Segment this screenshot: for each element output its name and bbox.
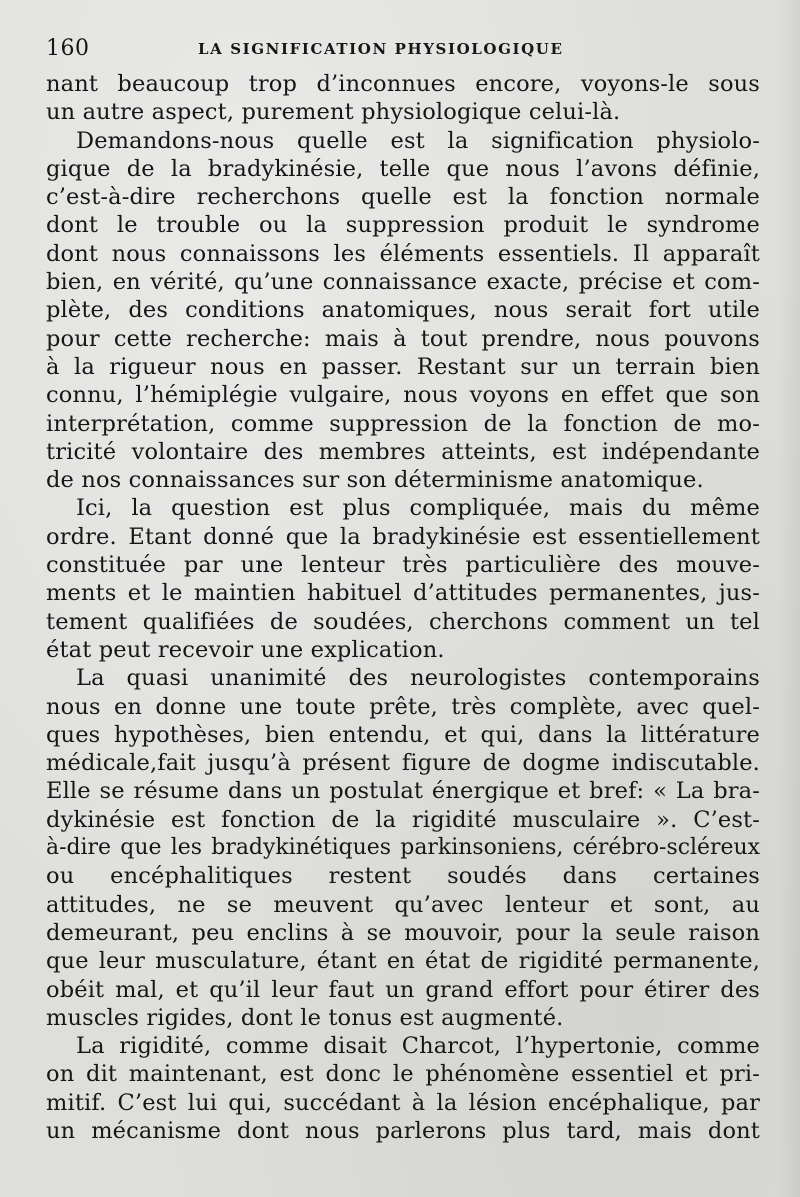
text-line: interprétation, comme suppression de la fonction de mo-: [46, 410, 760, 437]
text-line: Demandons-nous quelle est la signification physiolo-: [76, 127, 760, 154]
text-line: bien, en vérité, qu’une connaissance exacte, précise et com-: [46, 269, 760, 296]
text-line: muscles rigides, dont le tonus est augmenté.: [46, 1004, 564, 1031]
text-line: nous en donne une toute prête, très complète, avec quel-: [46, 693, 760, 720]
text-line: demeurant, peu enclins à se mouvoir, pour la seule raison: [46, 919, 760, 946]
text-line: Elle se résume dans un postulat énergique et bref: « La bra-: [46, 778, 760, 805]
text-line: nant beaucoup trop d’inconnues encore, voyons-le sous: [46, 71, 760, 97]
page-number: 160: [46, 36, 90, 61]
text-line: que leur musculature, étant en état de rigidité permanente,: [46, 948, 760, 975]
text-line: constituée par une lenteur très particulière des mouve-: [46, 552, 760, 579]
text-line: dont nous connaissons les éléments essentiels. Il apparaît: [46, 240, 760, 267]
text-line: on dit maintenant, est donc le phénomène essentiel et pri-: [46, 1061, 760, 1088]
text-line: gique de la bradykinésie, telle que nous l’avons définie,: [46, 155, 760, 182]
text-line: ments et le maintien habituel d’attitudes permanentes, jus-: [46, 580, 760, 607]
text-line: tricité volontaire des membres atteints, est indépendante: [46, 438, 760, 465]
text-line: de nos connaissances sur son déterminisme anatomique.: [46, 467, 704, 494]
text-line: plète, des conditions anatomiques, nous serait fort utile: [46, 297, 760, 324]
text-line: c’est-à-dire recherchons quelle est la fonction normale: [46, 184, 760, 211]
text-line: à la rigueur nous en passer. Restant sur un terrain bien: [46, 353, 760, 380]
text-line: La quasi unanimité des neurologistes contemporains: [76, 665, 760, 692]
text-line: dykinésie est fonction de la rigidité musculaire ». C’est-: [46, 806, 760, 833]
text-line: médicale,fait jusqu’à présent figure de dogme indiscutable.: [46, 750, 760, 777]
body-text: [46, 70, 760, 1145]
running-head: LA SIGNIFICATION PHYSIOLOGIQUE: [198, 40, 564, 58]
text-line: dont le trouble ou la suppression produit le syndrome: [46, 212, 760, 239]
text-line: pour cette recherche: mais à tout prendre, nous pouvons: [46, 325, 760, 352]
text-line: ques hypothèses, bien entendu, et qui, dans la littérature: [46, 721, 760, 748]
text-line: tement qualifiées de soudées, cherchons comment un tel: [46, 608, 760, 635]
page-header: [46, 36, 758, 66]
text-line: état peut recevoir une explication.: [46, 636, 445, 663]
text-line: un autre aspect, purement physiologique celui-là.: [46, 99, 621, 126]
page-edge-shadow: [778, 0, 800, 1197]
text-line: obéit mal, et qu’il leur faut un grand effort pour étirer des: [46, 976, 760, 1003]
text-line: mitif. C’est lui qui, succédant à la lésion encéphalique, par: [46, 1089, 760, 1116]
text-line: un mécanisme dont nous parlerons plus tard, mais dont: [46, 1117, 760, 1144]
text-line: à-dire que les bradykinétiques parkinsoniens, cérébro-scléreux: [46, 835, 760, 861]
text-line: ou encéphalitiques restent soudés dans certaines: [46, 863, 760, 890]
text-line: Ici, la question est plus compliquée, mais du même: [76, 495, 760, 522]
text-line: La rigidité, comme disait Charcot, l’hypertonie, comme: [76, 1033, 760, 1060]
text-line: attitudes, ne se meuvent qu’avec lenteur et sont, au: [46, 891, 760, 918]
text-line: connu, l’hémiplégie vulgaire, nous voyons en effet que son: [46, 382, 760, 409]
text-line: ordre. Etant donné que la bradykinésie est essentiellement: [46, 523, 760, 550]
